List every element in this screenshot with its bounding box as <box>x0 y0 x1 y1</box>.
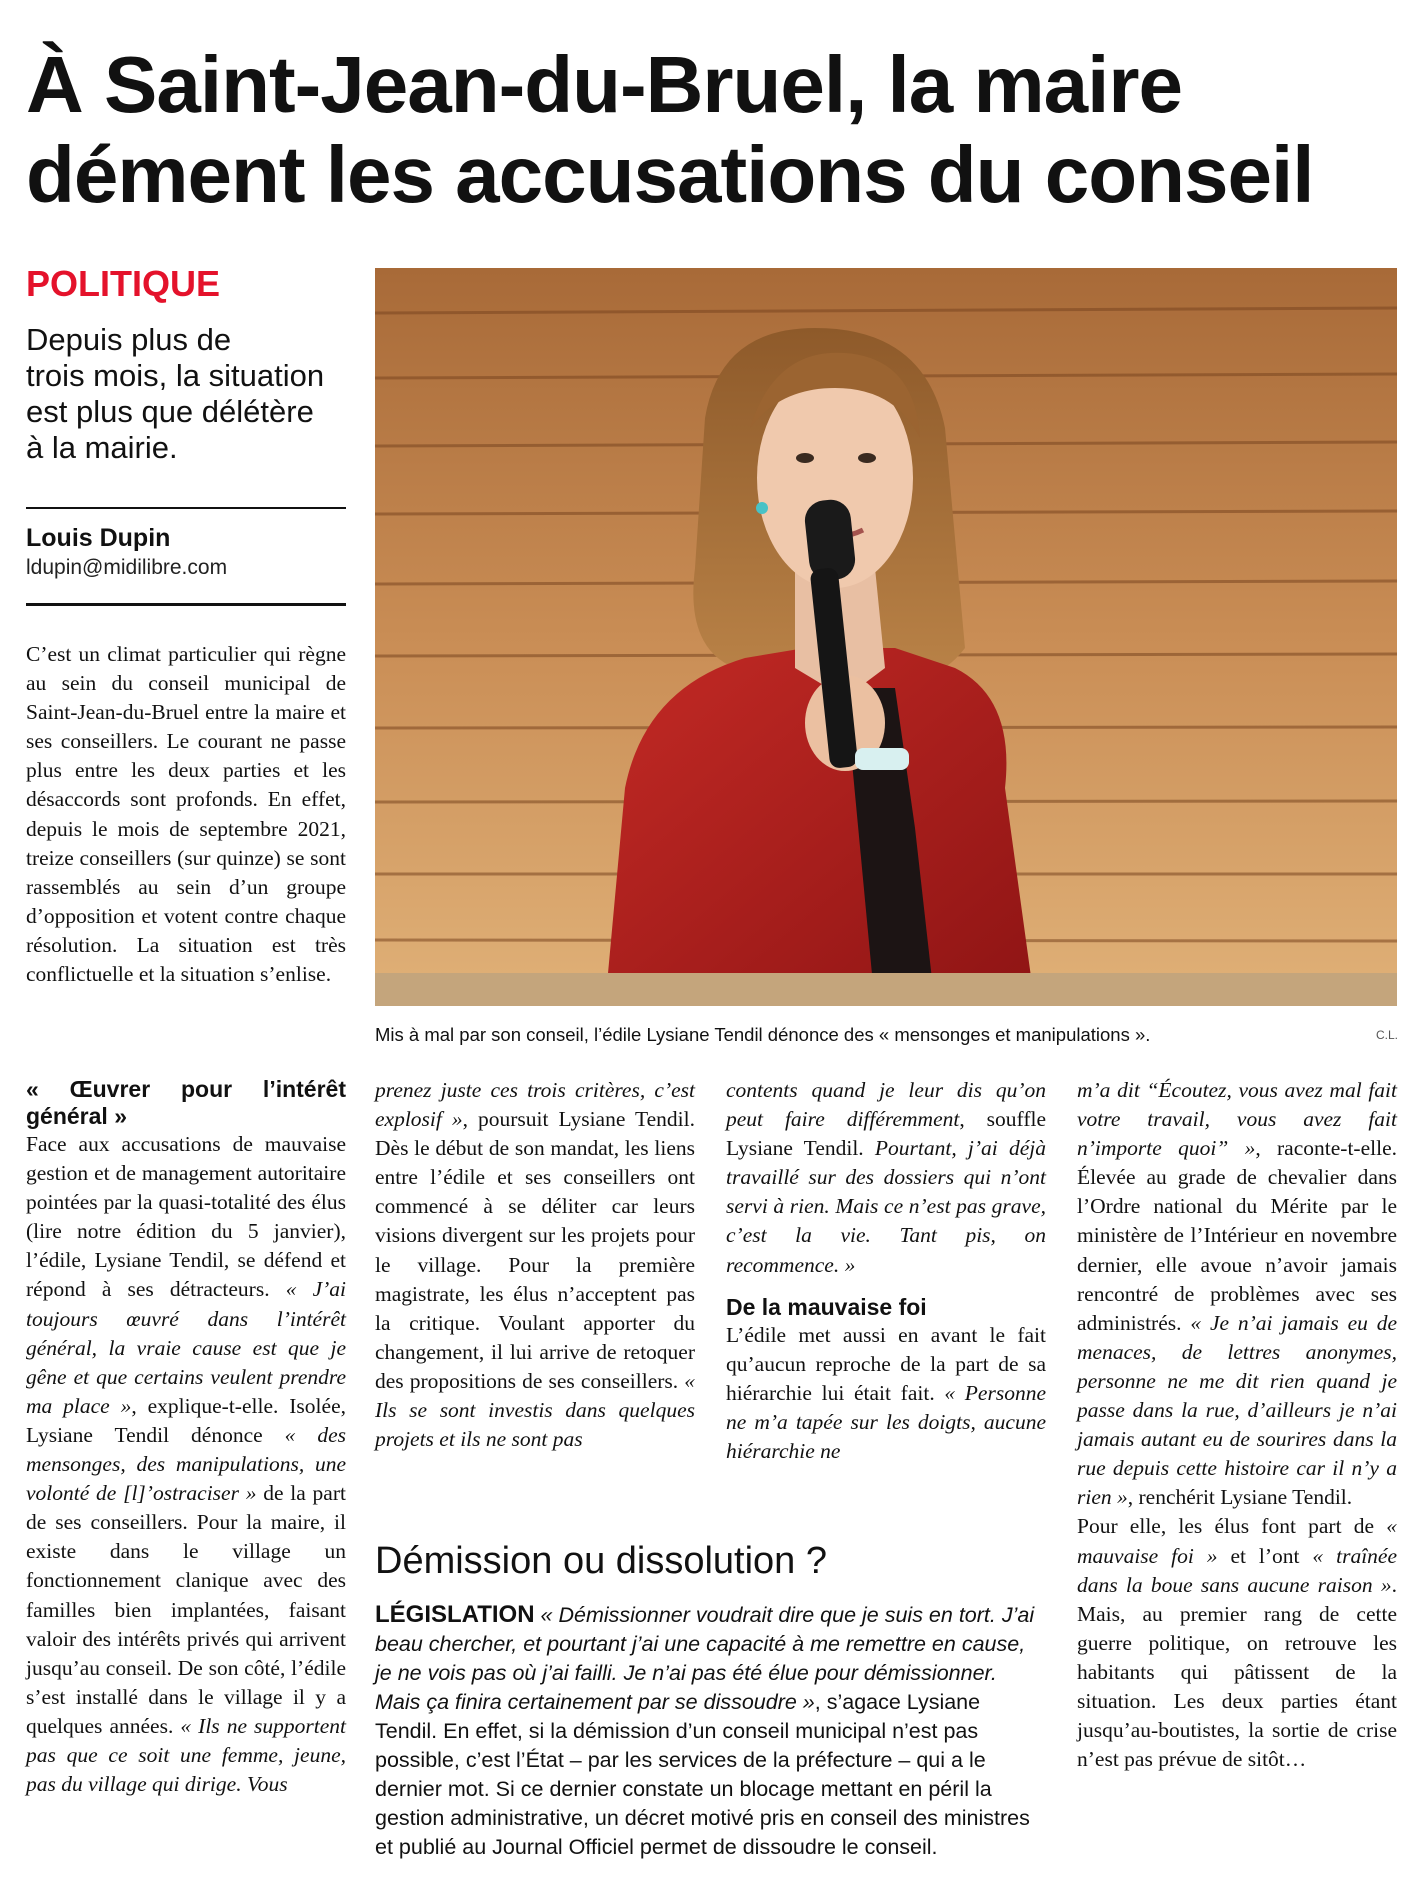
lede-line-1: Depuis plus de <box>26 322 232 357</box>
lede-line-3: est plus que délétère <box>26 394 314 429</box>
col3-quote-3: « Personne ne m’a tapée sur les doigts, aucune hiérarchie ne <box>726 1380 1047 1464</box>
col4-quote-3: « mauvaise foi » <box>1077 1514 1397 1568</box>
column-4 <box>1077 1076 1397 1774</box>
headline-line-2: dément les accusations du conseil <box>26 130 1314 219</box>
col4-quote-4: « traînée dans la boue sans aucune raison » <box>1077 1543 1397 1597</box>
intro-paragraph <box>26 640 346 989</box>
section1-quote-3: « Ils ne supportent pas que ce soit une femme, jeune, pas du village qui dirige. Vous <box>26 1713 346 1797</box>
col4-quote-1: m’a dit “Écoutez, vous avez mal fait votre travail, vous avez fait n’importe quoi” » <box>1077 1078 1397 1161</box>
divider-bottom <box>26 603 346 606</box>
headline-line-1: À Saint-Jean-du-Bruel, la maire <box>26 40 1182 129</box>
divider-top <box>26 507 346 509</box>
section1-text-1: Face aux accusations de mauvaise gestion et de management autoritaire pointées par la quasi-totalité des élus (lire notre édition du 5 janvier), l’édile, Lysiane Tendil, se défend et répond à ses détracteurs. <box>26 1132 346 1302</box>
author-name: Louis Dupin <box>26 524 171 552</box>
author-email[interactable]: ldupin@midilibre.com <box>26 556 228 579</box>
photo-illustration <box>375 268 1397 1006</box>
section1-quote-1: « J’ai toujours œuvré dans l’intérêt général, la vraie cause est que je gêne et que certains veulent prendre ma place » <box>26 1277 347 1418</box>
box-text: , s’agace Lysiane Tendil. En effet, si la démission d’un conseil municipal n’est pas possible, c’est l’État – par les services de la préfecture – qui a le dernier mot. Si ce dernier constate un blocage mettant en péril la gestion administrative, un décret motivé pris en conseil des ministres et publié au Journal Officiel permet de dissoudre le conseil. <box>375 1690 1030 1859</box>
col4-quote-2: « Je n’ai jamais eu de menaces, de lettres anonymes, personne ne me dit rien quand je passe dans la rue, d’ailleurs je n’ai jamais autant eu de sourires dans la rue depuis cette histoire car il n’y a rien » <box>1077 1310 1397 1510</box>
section2-title: De la mauvaise foi <box>726 1293 927 1320</box>
col4-text-3a: Pour elle, les élus font part de <box>1077 1514 1387 1539</box>
section1-title: « Œuvrer pour l’intérêt général » <box>26 1076 346 1129</box>
photo-caption: Mis à mal par son conseil, l’édile Lysiane Tendil dénonce des « mensonges et manipulations ». <box>375 1024 1151 1045</box>
box-quote: « Démissionner voudrait dire que je suis en tort. J’ai beau chercher, et pourtant j’ai une capacité à me remettre en cause, je ne vois pas où j’ai failli. Je n’ai pas été élue pour démissionner. Mais ça finira certainement par se dissoudre » <box>375 1603 1035 1714</box>
col2-quote-1: prenez juste ces trois critères, c’est explosif » <box>375 1078 695 1132</box>
section1-text-3: de la part de ses conseillers. Pour la maire, il existe dans le village un fonctionnement clanique avec des familles bien implantées, faisant valoir des intérêts privés qui arrivent jusqu’au conseil. De son côté, l’édile s’est installé dans le village il y a quelques années. <box>26 1481 346 1738</box>
article-photo <box>375 268 1397 1006</box>
box-title: Démission ou dissolution ? <box>375 1540 828 1582</box>
box-label: LÉGISLATION <box>375 1601 535 1628</box>
column-2 <box>375 1076 695 1454</box>
lede-line-4: à la mairie. <box>26 430 178 465</box>
col2-quote-2: « Ils se sont investis dans quelques projets et ils ne sont pas <box>375 1368 695 1452</box>
intro-text: C’est un climat particulier qui règne au sein du conseil municipal de Saint-Jean-du-Bruel entre la maire et ses conseillers. Le courant ne passe plus entre les deux parties et les désaccords sont profonds. En effet, depuis le mois de septembre 2021, treize conseillers (sur quinze) se sont rassemblés au sein d’un groupe d’opposition et votent contre chaque résolution. La situation est très conflictuelle et la situation s’enlise. <box>26 642 346 987</box>
col2-text-1: , poursuit Lysiane Tendil. Dès le début de son mandat, les liens entre l’édile et ses conseillers ont commencé à se déliter car leurs visions divergent sur les projets pour le village. Pour la première magistrate, les élus n’acceptent pas la critique. Voulant apporter du changement, il lui arrive de retoquer des propositions de ses conseillers. <box>375 1107 695 1393</box>
col4-text-2: , renchérit Lysiane Tendil. <box>1127 1485 1353 1510</box>
page-title <box>26 40 1406 220</box>
col3-text-2: L’édile met aussi en avant le fait qu’aucun reproche de la part de sa hiérarchie lui était fait. <box>726 1322 1046 1405</box>
column-1 <box>26 1076 346 1799</box>
section1-quote-2: « des mensonges, des manipulations, une volonté de [l]’ostraciser » <box>26 1422 346 1506</box>
box-paragraph <box>375 1600 1035 1862</box>
col4-text-3c: . Mais, au premier rang de cette guerre politique, on retrouve les habitants qui pâtissent de la situation. Les deux parties étant jusqu’au-boutistes, la sortie de crise n’est pas prévue de sitôt… <box>1077 1572 1397 1772</box>
section1-text-2: , explique-t-elle. Isolée, Lysiane Tendil dénonce <box>26 1393 346 1447</box>
lede <box>26 322 356 466</box>
col3-quote-2: Pourtant, j’ai déjà travaillé sur des dossiers qui n’ont servi à rien. Mais ce n’est pas grave, c’est la vie. Tant pis, on recommence. » <box>726 1136 1046 1277</box>
lede-line-2: trois mois, la situation <box>26 358 325 393</box>
col3-quote-1: contents quand je leur dis qu’on peut faire différemment <box>726 1078 1046 1132</box>
col3-text-1: , souffle Lysiane Tendil. <box>726 1107 1046 1161</box>
col4-text-1: , raconte-t-elle. Élevée au grade de chevalier dans l’Ordre national du Mérite par le ministère de l’Intérieur en novembre dernier, elle avoue n’avoir jamais rencontré de problèmes avec ses administrés. <box>1077 1136 1397 1335</box>
section-kicker: POLITIQUE <box>26 263 221 304</box>
column-3 <box>726 1076 1046 1466</box>
col4-text-3b: et l’ont <box>1217 1543 1313 1568</box>
photo-credit: C.L. <box>1375 1028 1398 1042</box>
